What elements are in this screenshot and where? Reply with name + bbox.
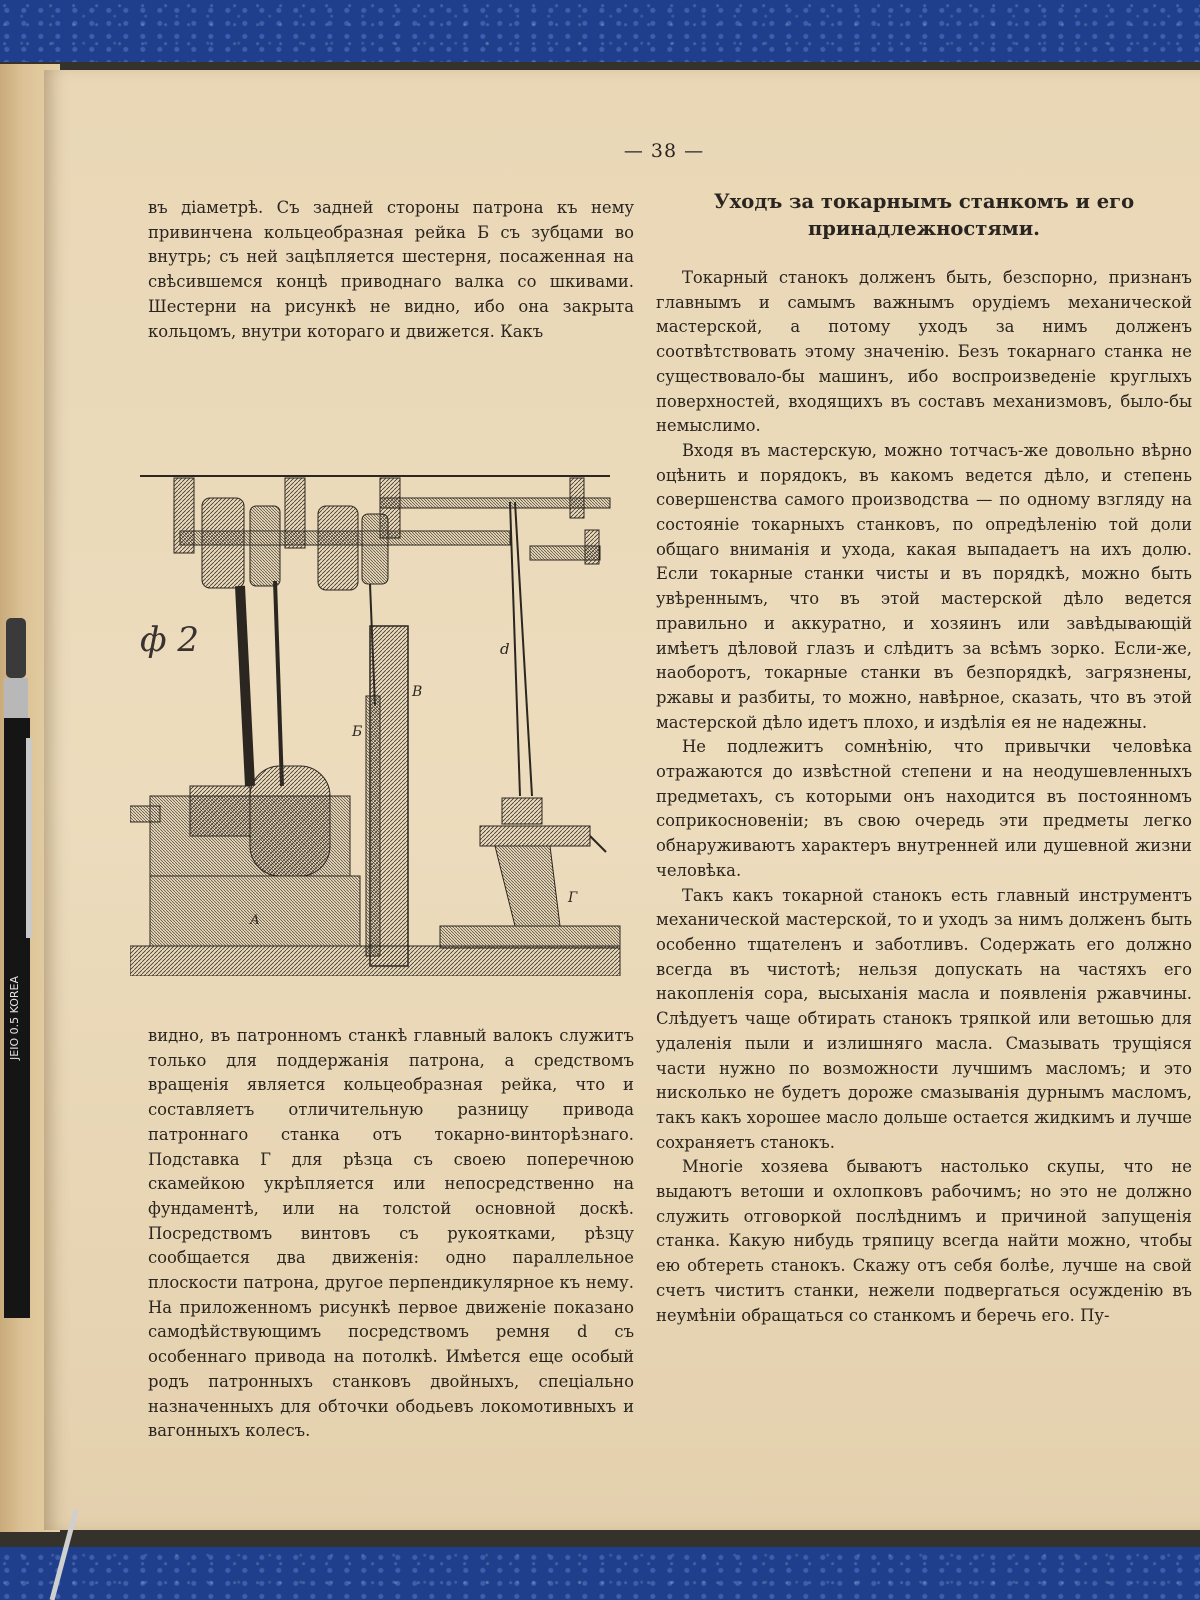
right-paragraph-2: Входя въ мастерскую, можно тотчасъ-же довольно вѣрно оцѣнить и порядокъ, въ какомъ ведется дѣло, и степень совершенства самого производства — по одному взгляду на состояніе токарныхъ станковъ, по опредѣленію той доли общаго вниманія и ухода, какая выпадаетъ на ихъ долю. Если токарные станки чисты и въ порядкѣ, можно быть увѣреннымъ, что въ этой мастерской дѣло ведется правильно и аккуратно, и хозяинъ или завѣдывающій имѣетъ дѣловой глазъ и слѣдитъ за всѣмъ зорко. Если-же, наоборотъ, токарные станки въ безпорядкѣ, загрязнены, ржавы и разбиты, то можно, навѣрное, сказать, что въ этой мастерской дѣло идетъ плохо, и издѣлія ея не надежны.	[656, 440, 1192, 732]
right-paragraph-1: Токарный станокъ долженъ быть, безспорно, признанъ главнымъ и самымъ важнымъ орудіемъ механической мастерской, а потому уходъ за нимъ долженъ соотвѣтствовать этому значенію. Безъ токарнаго станка не существовало-бы машинъ, ибо воспроизведеніе круглыхъ поверхностей, входящихъ въ составъ механизмовъ, было-бы немыслимо.	[656, 268, 1192, 436]
book-page	[44, 70, 1200, 1530]
pencil-imprint: JEIO 0.5 KOREA	[8, 976, 21, 1060]
right-paragraph-5: Многіе хозяева бываютъ настолько скупы, что не выдаютъ ветоши и охлопковъ рабочимъ; но это не должно служить отговоркой послѣднимъ и причиной запущенія станка. Какую нибудь тряпицу всегда найти можно, чтобы ею обтереть станокъ. Скажу отъ себя болѣе, лучше на свой счетъ чиститъ станки, нежели подвергаться осужденію въ неумѣніи обращаться со станкомъ и беречь его. Пу-	[656, 1157, 1192, 1325]
figure-label-b: Б	[352, 724, 363, 740]
left-top-paragraph: въ діаметрѣ. Съ задней стороны патрона къ нему привинчена кольцеобразная рейка Б съ зубцами во внутрь; съ ней зацѣпляется шестерня, посаженная на свѣсившемся концѣ приводнаго валка со шкивами. Шестерни на рисункѣ не видно, ибо она закрыта кольцомъ, внутри котораго и движется. Какъ	[148, 198, 634, 341]
handwritten-figure-note: ф 2	[140, 620, 200, 660]
pencil-tip	[40, 1510, 100, 1600]
lathe-illustration	[130, 406, 630, 976]
left-column-bottom	[148, 1024, 634, 1444]
right-column	[656, 188, 1192, 1328]
figure-label-a: А	[250, 913, 260, 928]
mechanical-pencil	[0, 618, 32, 1318]
right-paragraph-4: Такъ какъ токарной станокъ есть главный инструментъ механической мастерской, то и уходъ за нимъ долженъ быть особенно тщателенъ и заботливъ. Содержать его должно всегда въ чистотѣ; нельзя допускать на частяхъ его накопленія сора, высыханія масла и появленія ржавчины. Слѣдуетъ чаще обтирать станокъ тряпкой или ветошью для удаленія пыли и излишняго масла. Смазывать трущіяся части нужно по возможности лучшимъ масломъ; и это нисколько не будетъ дороже смазыванія дурнымъ масломъ, такъ какъ хорошее масло дольше остается жидкимъ и лучше сохраняетъ станокъ.	[656, 885, 1192, 1152]
figure-label-g: Г	[568, 890, 578, 906]
left-bottom-paragraph: видно, въ патронномъ станкѣ главный валокъ служитъ только для поддержанія патрона, а средствомъ вращенія является кольцеобразная рейка, что и составляетъ отличительную разницу привода патроннаго станка отъ токарно-винторѣзнаго. Подставка Г для рѣзца съ своею поперечною скамейкою укрѣпляется или непосредственно на фундаментѣ, или на толстой основной доскѣ. Посредствомъ винтовъ съ рукоятками, рѣзцу сообщается два движенія: одно параллельное плоскости патрона, другое перпендикулярное къ нему. На приложенномъ рисункѣ первое движеніе показано самодѣйствующимъ посредствомъ ремня d съ особеннаго привода на потолкѣ. Имѣется еще особый родъ патронныхъ станковъ двойныхъ, спеціально назначенныхъ для обточки ободьевъ локомотивныхъ и вагонныхъ колесъ.	[148, 1026, 634, 1441]
lathe-engraving	[130, 406, 630, 976]
page-number: — 38 —	[623, 140, 705, 162]
figure-label-d: d	[500, 640, 510, 658]
figure-label-v: В	[412, 684, 423, 700]
left-column-top	[148, 196, 634, 344]
right-paragraph-3: Не подлежитъ сомнѣнію, что привычки человѣка отражаются до извѣстной степени и на неодушевленныхъ предметахъ, съ которыми онъ находится въ постоянномъ соприкосновеніи; въ свою очередь эти предметы легко обнаруживаютъ характеръ внутренней или душевной жизни человѣка.	[656, 737, 1192, 880]
section-title: Уходъ за токарнымъ станкомъ и его принадлежностями.	[713, 190, 1135, 240]
